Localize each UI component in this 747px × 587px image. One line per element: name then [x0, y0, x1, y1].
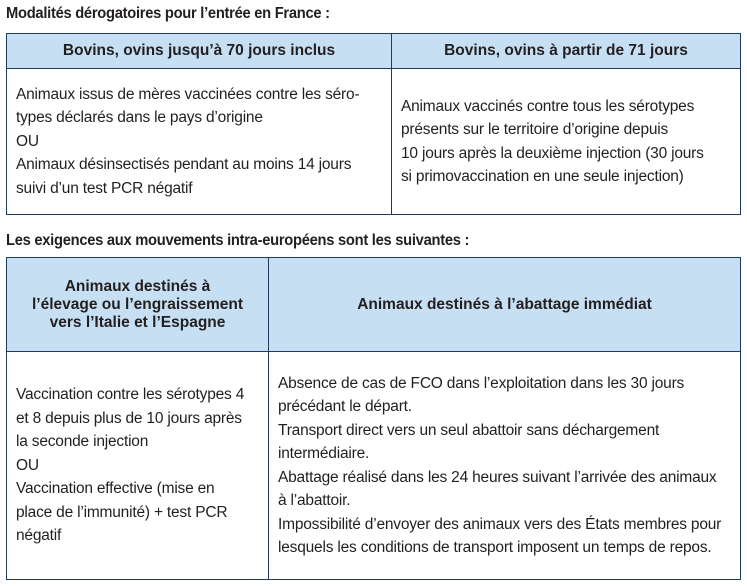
text-line: types déclarés dans le pays d’origine [16, 109, 263, 127]
text-line: et 8 depuis plus de 10 jours après [16, 409, 242, 427]
text-line: Absence de cas de FCO dans l’exploitation dans les 30 jours [278, 374, 685, 392]
text-line: intermédiaire. [278, 445, 370, 462]
text-line: Vaccination contre les sérotypes 4 [16, 386, 245, 404]
text-line: Animaux désinsectisés pendant au moins 14 jours [16, 156, 352, 174]
entry-conditions-table [6, 33, 741, 215]
text-line: Vaccination effective (mise en [16, 480, 215, 498]
header-line: l’élevage ou l’engraissement [31, 295, 244, 313]
header-breeding-animals [7, 258, 269, 352]
text-line: OU [16, 132, 39, 150]
text-line: Animaux vaccinés contre tous les sérotypes [401, 97, 695, 115]
header-older-animals: Bovins, ovins à partir de 71 jours [392, 34, 741, 69]
text-line: précédant le départ. [278, 398, 412, 415]
cell-older-animals [392, 69, 741, 215]
text-line: lesquels les conditions de transport imposent un temps de repos. [278, 539, 712, 556]
cell-slaughter-animals [269, 352, 741, 580]
text-line: Transport direct vers un seul abattoir sans déchargement [278, 421, 660, 439]
text-line: suivi d’un test PCR négatif [16, 179, 193, 197]
text-line: Impossibilité d’envoyer des animaux vers des États membres pour [278, 515, 722, 533]
intra-eu-requirements-table [6, 257, 741, 580]
cell-breeding-animals [7, 352, 269, 580]
text-line: 10 jours après la deuxième injection (30 jours [401, 144, 704, 162]
header-slaughter-animals: Animaux destinés à l’abattage immédiat [269, 258, 741, 352]
text-line: si primovaccination en une seule injection) [401, 168, 684, 185]
text-line: OU [16, 456, 39, 474]
section1-title: Modalités dérogatoires pour l’entrée en France : [6, 5, 330, 22]
text-line: la seconde injection [16, 433, 149, 451]
section2-title: Les exigences aux mouvements intra-européens sont les suivantes : [6, 232, 470, 249]
text-line: place de l’immunité) + test PCR [16, 503, 228, 521]
text-line: présents sur le territoire d’origine depuis [401, 121, 669, 138]
text-line: à l’abattoir. [278, 492, 351, 509]
text-line: Animaux issus de mères vaccinées contre les séro- [16, 85, 360, 103]
text-line: négatif [16, 527, 62, 545]
header-line: Animaux destinés à [64, 277, 211, 295]
header-young-animals: Bovins, ovins jusqu’à 70 jours inclus [7, 34, 392, 69]
cell-young-animals [7, 69, 392, 215]
text-line: Abattage réalisé dans les 24 heures suivant l’arrivée des animaux [278, 468, 717, 486]
header-line: vers l’Italie et l’Espagne [49, 313, 226, 331]
